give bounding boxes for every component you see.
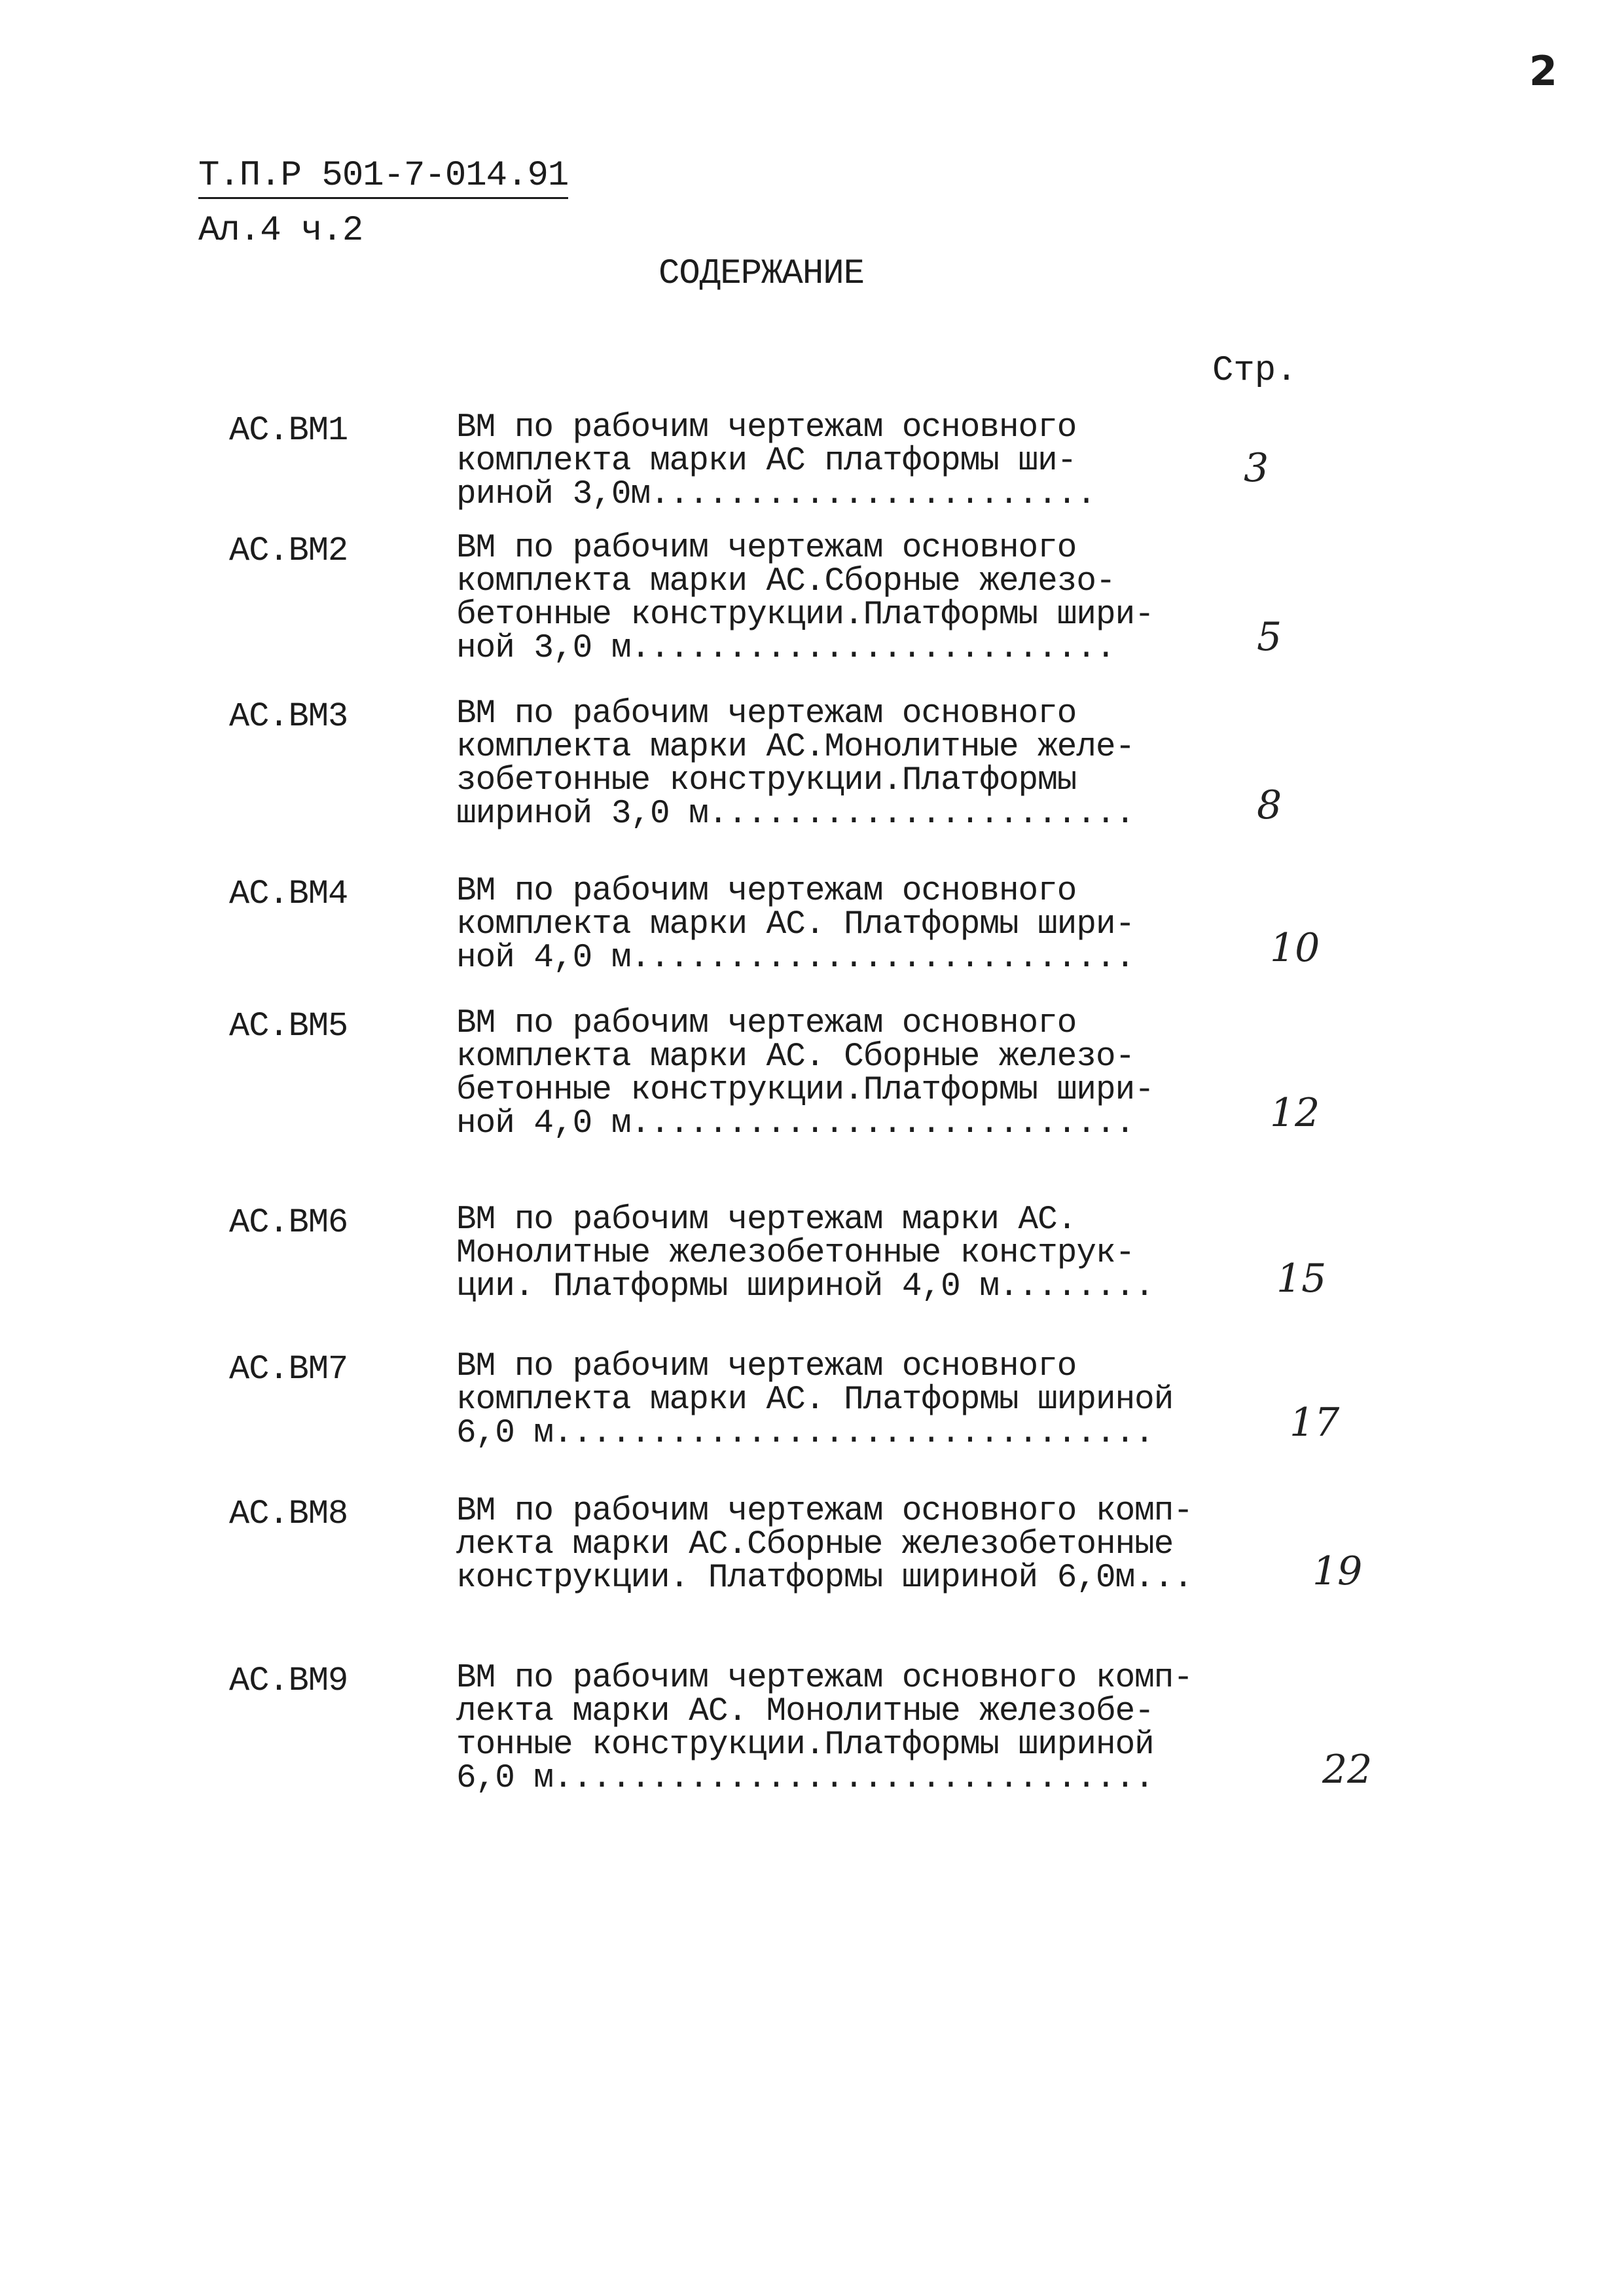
entry-description-line: бетонные конструкции.Платформы шири-: [456, 596, 1154, 634]
entry-description: [456, 1350, 1281, 1450]
entry-code: АС.ВМ4: [229, 875, 348, 913]
entry-description-line: ции. Платформы шириной 4,0 м........: [456, 1268, 1154, 1305]
entry-description-line: ВМ по рабочим чертежам основного комп-: [456, 1493, 1193, 1530]
entry-description: [456, 1662, 1281, 1795]
entry-description-line: ной 4,0 м..........................: [456, 1105, 1135, 1142]
entry-description-line: ВМ по рабочим чертежам основного: [456, 409, 1077, 446]
entry-description-line: риной 3,0м.......................: [456, 476, 1096, 513]
entry-description-line: комплекта марки АС.Монолитные желе-: [456, 729, 1135, 766]
entry-code: АС.ВМ1: [229, 411, 348, 450]
entry-code: АС.ВМ9: [229, 1662, 348, 1700]
entry-description-line: комплекта марки АС.Сборные железо-: [456, 563, 1115, 600]
entry-description-line: ВМ по рабочим чертежам основного: [456, 1005, 1077, 1042]
entry-description-line: ВМ по рабочим чертежам основного: [456, 695, 1077, 733]
document-code: Т.П.Р 501-7-014.91: [198, 156, 568, 199]
entry-description-line: шириной 3,0 м......................: [456, 795, 1135, 833]
entry-code: АС.ВМ7: [229, 1350, 348, 1389]
entry-page-number: 17: [1290, 1400, 1340, 1446]
entry-description: [456, 411, 1281, 511]
entry-description-line: бетонные конструкции.Платформы шири-: [456, 1072, 1154, 1109]
entry-page-number: 19: [1312, 1548, 1363, 1594]
entry-description-line: комплекта марки АС. Платформы шири-: [456, 906, 1135, 943]
entry-description-line: лекта марки АС.Сборные железобетонные: [456, 1526, 1174, 1563]
entry-description-line: ВМ по рабочим чертежам основного комп-: [456, 1660, 1193, 1697]
entry-description-line: ВМ по рабочим чертежам основного: [456, 873, 1077, 910]
entry-description: [456, 1203, 1281, 1303]
entry-code: АС.ВМ6: [229, 1203, 348, 1242]
entry-description-line: ВМ по рабочим чертежам основного: [456, 530, 1077, 567]
page-number: 2: [1529, 47, 1558, 95]
entry-description-line: зобетонные конструкции.Платформы: [456, 762, 1077, 799]
entry-description-line: Монолитные железобетонные конструк-: [456, 1235, 1135, 1272]
entry-description-line: лекта марки АС. Монолитные железобе-: [456, 1693, 1154, 1730]
entry-code: АС.ВМ3: [229, 697, 348, 736]
entry-page-number: 3: [1244, 445, 1269, 491]
entry-description-line: комплекта марки АС платформы ши-: [456, 443, 1077, 480]
entry-description-line: ной 3,0 м.........................: [456, 630, 1115, 667]
entry-description: [456, 1007, 1281, 1140]
entry-description: [456, 532, 1281, 665]
entry-code: АС.ВМ8: [229, 1495, 348, 1533]
entry-page-number: 8: [1257, 782, 1282, 828]
entry-description-line: 6,0 м...............................: [456, 1415, 1154, 1452]
entry-description-line: ной 4,0 м..........................: [456, 939, 1135, 977]
entry-description-line: конструкции. Платформы шириной 6,0м...: [456, 1559, 1193, 1597]
entry-description-line: комплекта марки АС. Платформы шириной: [456, 1381, 1174, 1419]
page-column-header: Стр.: [1212, 351, 1297, 391]
entry-page-number: 22: [1322, 1747, 1373, 1793]
entry-description-line: 6,0 м...............................: [456, 1760, 1154, 1797]
entry-page-number: 15: [1276, 1256, 1327, 1302]
entry-description: [456, 1495, 1281, 1595]
entry-page-number: 10: [1270, 925, 1320, 971]
entry-description-line: ВМ по рабочим чертежам основного: [456, 1348, 1077, 1385]
entry-page-number: 12: [1270, 1090, 1320, 1136]
entry-description: [456, 875, 1281, 975]
entry-page-number: 5: [1257, 614, 1282, 660]
page-title: СОДЕРЖАНИЕ: [659, 254, 865, 294]
entry-code: АС.ВМ2: [229, 532, 348, 570]
entry-description-line: комплекта марки АС. Сборные железо-: [456, 1038, 1135, 1076]
album-number: Ал.4 ч.2: [198, 211, 363, 251]
entry-description: [456, 697, 1281, 831]
entry-code: АС.ВМ5: [229, 1007, 348, 1046]
entry-description-line: тонные конструкции.Платформы шириной: [456, 1726, 1154, 1764]
entry-description-line: ВМ по рабочим чертежам марки АС.: [456, 1201, 1077, 1239]
